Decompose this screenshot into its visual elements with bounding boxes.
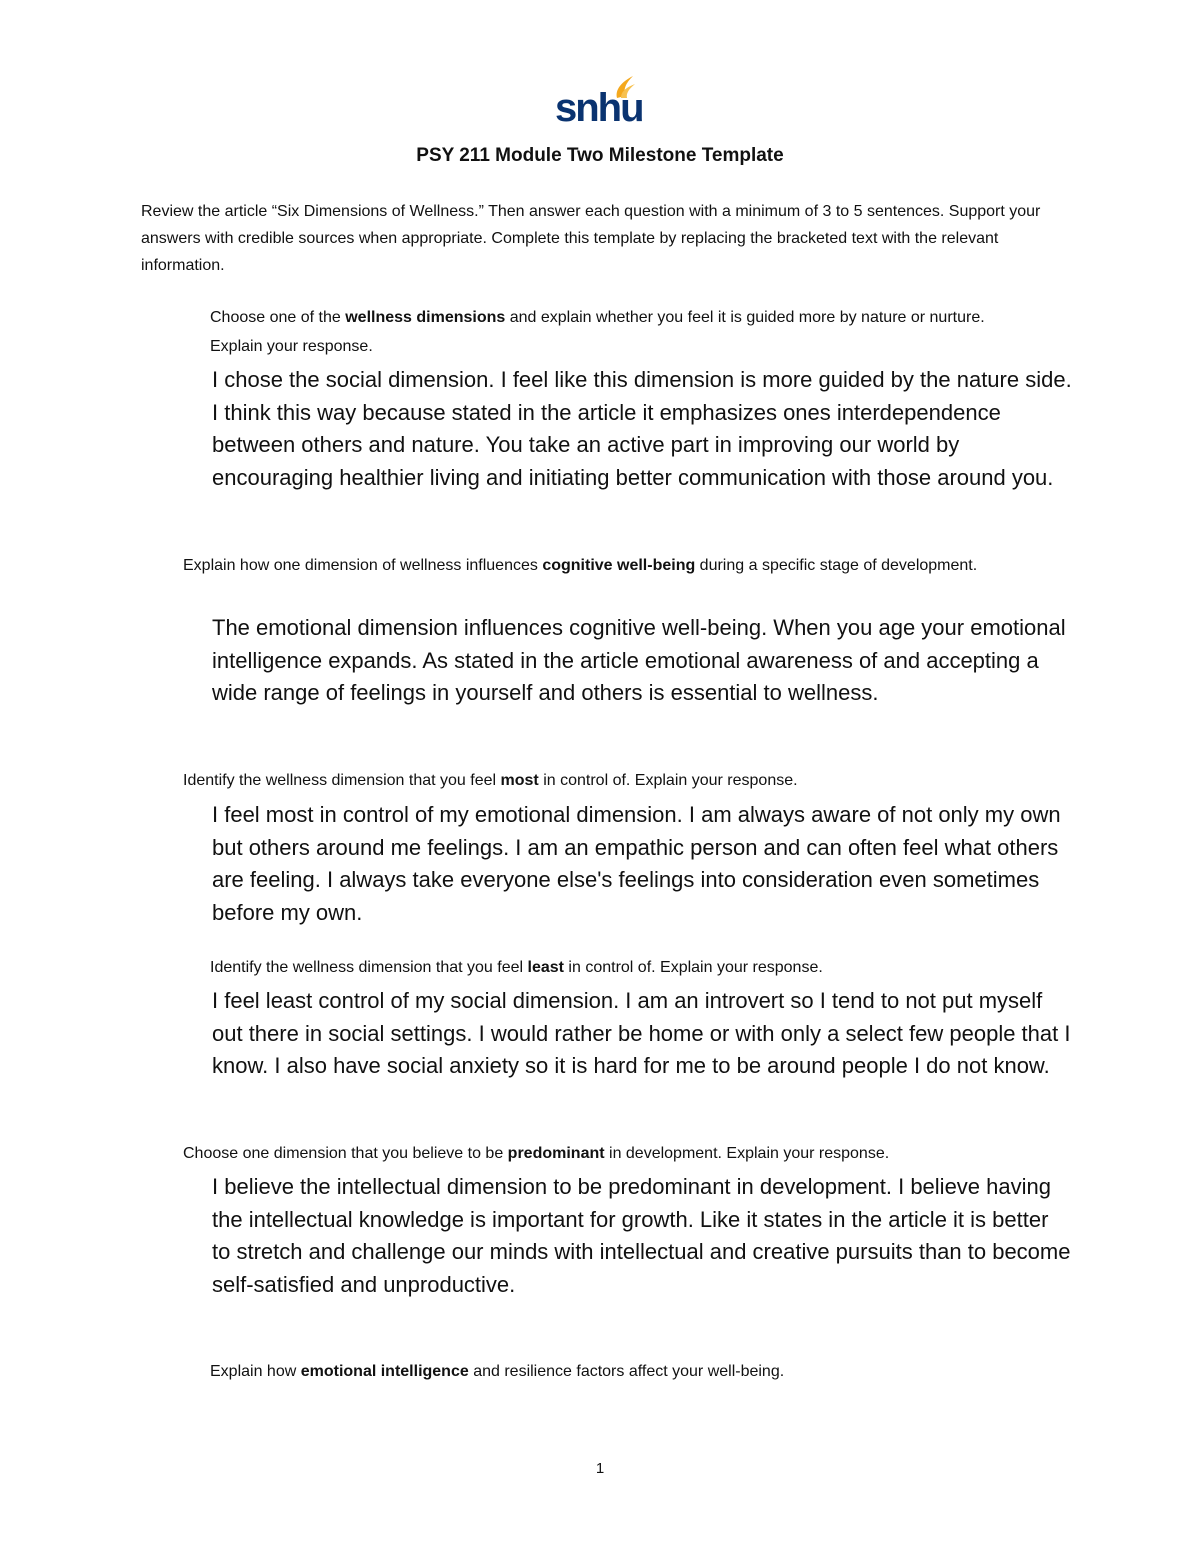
snhu-logo [555, 74, 645, 134]
logo-wordmark: snhu [555, 86, 643, 130]
document-title: PSY 211 Module Two Milestone Template [416, 145, 784, 166]
intro-paragraph: Review the article “Six Dimensions of Wellness.” Then answer each question with a minimum of 3 to 5 sentences. Support your answers with credible sources when appropriate. Complete this template by replacing the bracketed text with the relevant information. [141, 203, 1041, 274]
question-5: Choose one dimension that you believe to be predominant in development. Explain your response. [183, 1145, 890, 1162]
answer-5: I believe the intellectual dimension to be predominant in development. I believe having the intellectual knowledge is important for growth. Like it states in the article it is better to stretch and challenge our minds with intellectual and creative pursuits than to become self-satisfied and unproductive. [212, 1174, 1071, 1297]
question-6: Explain how emotional intelligence and resilience factors affect your well-being. [210, 1363, 785, 1380]
question-1: Choose one of the wellness dimensions and explain whether you feel it is guided more by nature or nurture. Explain your response. [210, 309, 985, 355]
answer-4: I feel least control of my social dimension. I am an introvert so I tend to not put myself out there in social settings. I would rather be home or with only a select few people that I know. I also have social anxiety so it is hard for me to be around people I do not know. [212, 988, 1071, 1078]
question-4: Identify the wellness dimension that you feel least in control of. Explain your response. [210, 959, 823, 976]
page-number: 1 [595, 1460, 605, 1477]
question-2: Explain how one dimension of wellness influences cognitive well-being during a specific stage of development. [183, 557, 978, 574]
question-3: Identify the wellness dimension that you feel most in control of. Explain your response. [183, 772, 798, 789]
answer-3: I feel most in control of my emotional dimension. I am always aware of not only my own but others around me feelings. I am an empathic person and can often feel what others are feeling. I always take everyone else's feelings into consideration even sometimes before my own. [212, 802, 1061, 925]
answer-2: The emotional dimension influences cognitive well-being. When you age your emotional intelligence expands. As stated in the article emotional awareness of and accepting a wide range of feelings in yourself and others is essential to wellness. [212, 615, 1066, 705]
answer-1: I chose the social dimension. I feel like this dimension is more guided by the nature side. I think this way because stated in the article it emphasizes ones interdependence between others and nature. You take an active part in improving our world by encouraging healthier living and initiating better communication with those around you. [212, 367, 1072, 490]
